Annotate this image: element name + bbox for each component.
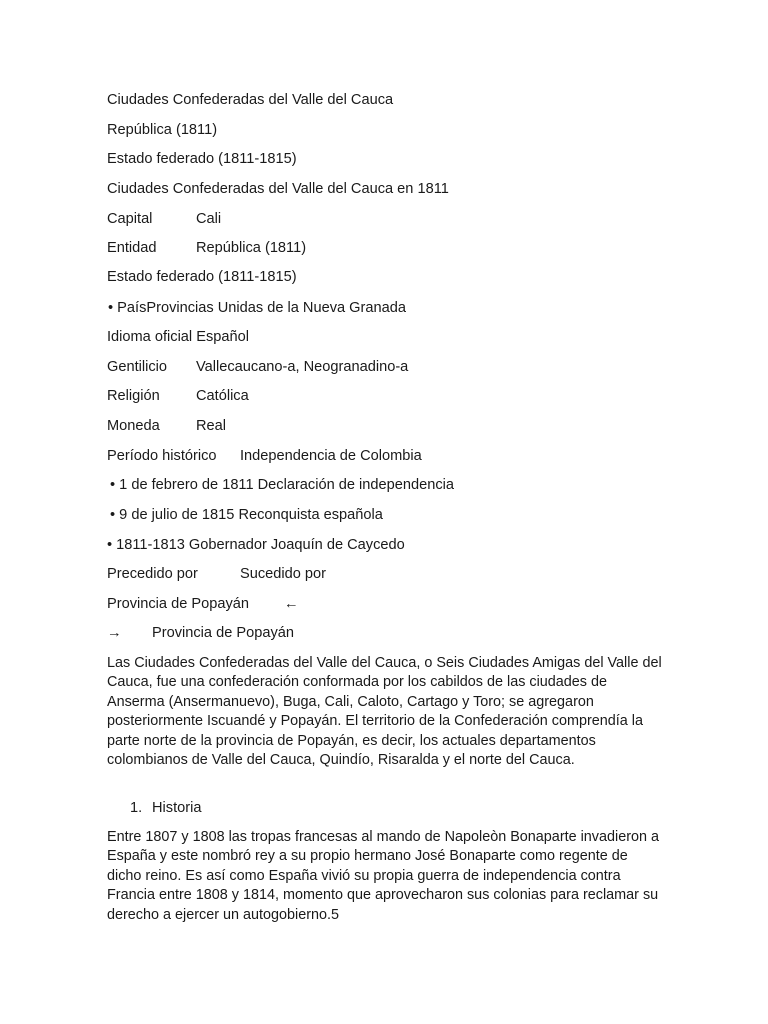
entidad-value: República (1811): [196, 240, 307, 256]
sucedido-label: Sucedido por: [240, 566, 327, 582]
arrow-left-icon: ←: [284, 596, 299, 612]
section-heading-historia: Historia: [152, 800, 202, 816]
religion-value: Católica: [196, 388, 249, 404]
heading-1811: Ciudades Confederadas del Valle del Cauca en 1811: [107, 181, 449, 197]
predecessor-province: Provincia de Popayán: [107, 596, 249, 612]
pais-line: • PaísProvincias Unidas de la Nueva Granada: [108, 300, 406, 316]
idioma-line: Idioma oficial Español: [107, 329, 249, 345]
moneda-label: Moneda: [107, 418, 160, 434]
gentilicio-label: Gentilicio: [107, 359, 168, 375]
republica-line: República (1811): [107, 122, 218, 138]
religion-label: Religión: [107, 388, 160, 404]
event-gobernador: • 1811-1813 Gobernador Joaquín de Caycedo: [107, 537, 405, 553]
capital-label: Capital: [107, 211, 153, 227]
arrow-right-icon: →: [107, 625, 122, 641]
historia-paragraph: Entre 1807 y 1808 las tropas francesas al mando de Napoleòn Bonaparte invadieron a España y este nombró rey a su propio hermano José Bonaparte como regente de dicho reino. Es así como España vivió su propia guerra de independencia contra Francia entre 1808 y 1814, momento que aprovecharon sus colonias para reclamar su derecho a ejercer un autogobierno.5: [107, 829, 660, 923]
successor-province: Provincia de Popayán: [152, 625, 294, 641]
intro-paragraph: Las Ciudades Confederadas del Valle del Cauca, o Seis Ciudades Amigas del Valle del Cauca, fue una confederación conformada por los cabildos de las ciudades de Anserma (Ansermanuevo), Buga, Cali, Caloto, Cartago y Toro; se agregaron posteriormente Iscuandé y Popayán. El territorio de la Confederación comprendía la parte norte de la provincia de Popayán, es decir, los actuales departamentos colombianos de Valle del Cauca, Quindío, Risaralda y el norte del Cauca.: [107, 655, 662, 769]
entidad-label: Entidad: [107, 240, 157, 256]
moneda-value: Real: [196, 418, 227, 434]
event-reconquista: • 9 de julio de 1815 Reconquista española: [110, 507, 383, 523]
estado-federado-infobox-line: Estado federado (1811-1815): [107, 269, 297, 285]
precedido-label: Precedido por: [107, 566, 198, 582]
section-number: 1.: [130, 800, 143, 816]
estado-federado-line: Estado federado (1811-1815): [107, 151, 297, 167]
gentilicio-value: Vallecaucano-a, Neogranadino-a: [196, 359, 409, 375]
event-independencia: • 1 de febrero de 1811 Declaración de independencia: [110, 477, 454, 493]
periodo-value: Independencia de Colombia: [240, 448, 422, 464]
document-title: Ciudades Confederadas del Valle del Cauca: [107, 92, 394, 108]
periodo-label: Período histórico: [107, 448, 217, 464]
capital-value: Cali: [196, 211, 222, 227]
